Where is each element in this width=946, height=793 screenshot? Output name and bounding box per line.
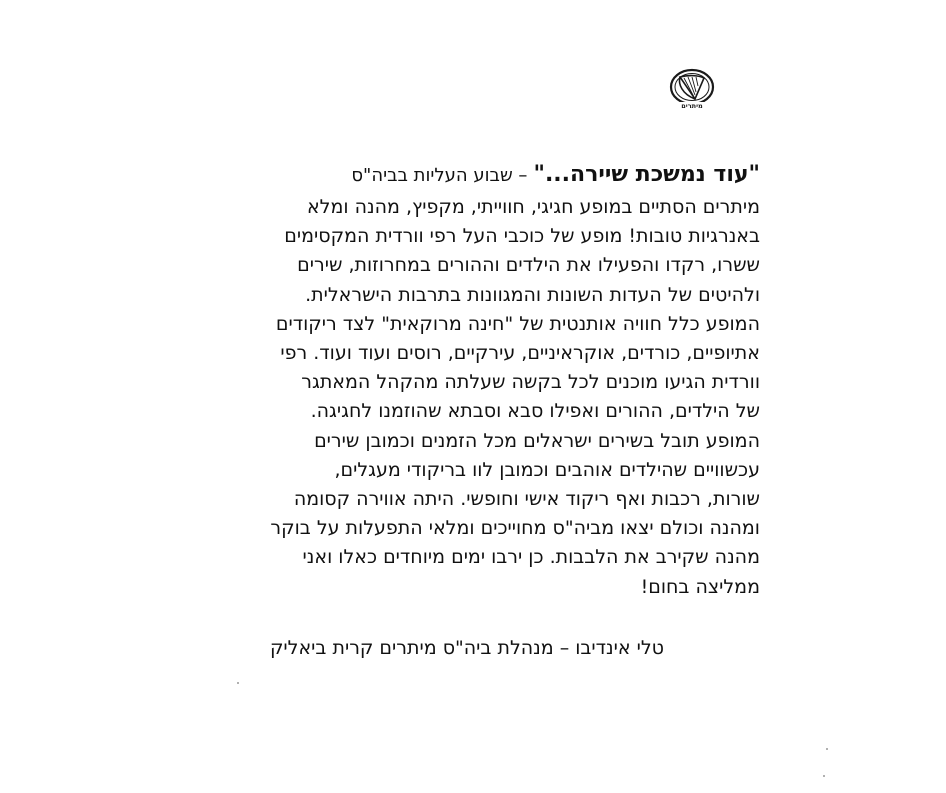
text-line: ומהנה וכולם יצאו מביה"ס מחוייכים ומלאי התפעלות על בוקר (270, 517, 760, 540)
text-line: וורדית הגיעו מוכנים לכל בקשה שעלתה מהקהל המאתגר (301, 371, 760, 394)
text-line: ממליצה בחום! (640, 575, 760, 598)
text-line: מהנה שקירב את הלבבות. כן ירבו ימים מיוחדים כאלו ואני (302, 546, 760, 569)
scan-speck (237, 682, 239, 684)
text-line: אתיופיים, כורדים, אוקראיניים, עירקיים, רוסים ועוד ועוד. רפי (280, 342, 760, 365)
text-line: מיתרים הסתיים במופע חגיגי, חווייתי, מקפיץ, מהנה ומלא (306, 196, 760, 218)
scan-speck (823, 775, 825, 777)
text-line: באנרגיות טובות! מופע של כוכבי העל רפי וורדית המקסימים (284, 225, 760, 248)
text-line: עכשוויים שהילדים אוהבים וכמובן לוו בריקודי מעגלים, (334, 458, 760, 481)
letter-title: "עוד נמשכת שיירה..." (533, 162, 760, 187)
signature-line: טלי אינדיבו – מנהלת ביה"ס מיתרים קרית ביאליק (269, 637, 664, 659)
text-line: המופע כלל חוויה אותנטית של "חינה מרוקאית" לצד ריקודים (275, 312, 760, 335)
text-line: ולהיטים של העדות השונות והמגוונות בתרבות הישראלית. (305, 283, 760, 306)
scan-speck (826, 748, 828, 750)
text-line: ששרו, רקדו והפעילו את הילדים וההורים במחרוזות, שירים (297, 254, 760, 277)
heading-line (200, 160, 760, 191)
text-line: של הילדים, ההורים ואפילו סבא וסבתא שהוזמנו לחגיגה. (310, 400, 760, 423)
text-line: המופע תובל בשירים ישראלים מכל הזמנים וכמובן שירים (314, 429, 760, 452)
text-line: שורות, רכבות ואף ריקוד אישי וחופשי. היתה אווירה קסומה (293, 488, 760, 511)
letter-subtitle: – שבוע העליות בביה"ס (351, 165, 528, 186)
paragraph (200, 193, 760, 602)
harp-emblem-icon (668, 68, 716, 112)
logo-caption: מיתרים (681, 102, 703, 110)
letter-body (200, 160, 760, 602)
school-logo (668, 68, 716, 112)
